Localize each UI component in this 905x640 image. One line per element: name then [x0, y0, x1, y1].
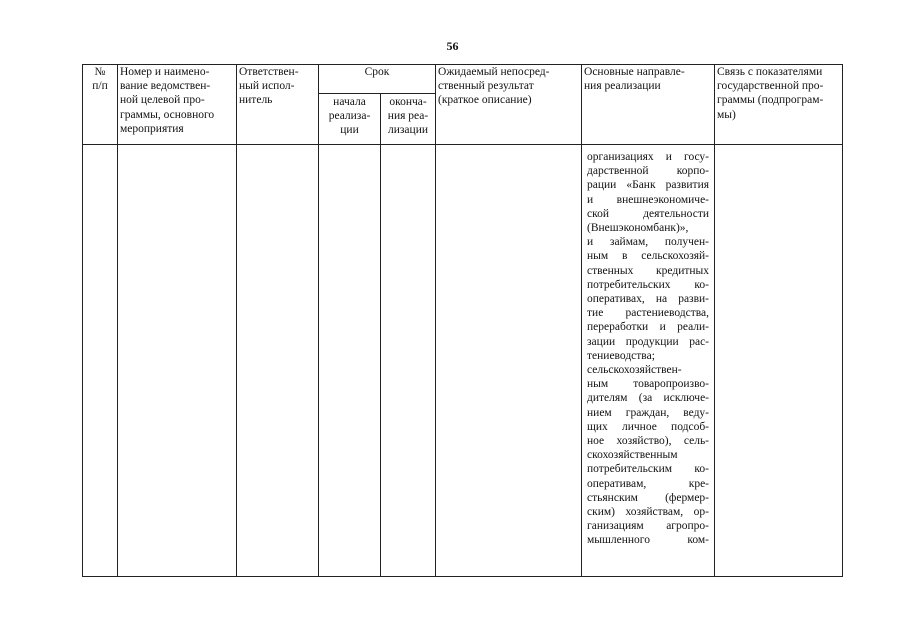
- header-row: [83, 65, 843, 94]
- directions-line: ганизациям агропро-: [587, 520, 710, 533]
- directions-line: стьянским (фермер-: [587, 491, 710, 504]
- directions-line: ным в сельскохозяй-: [587, 250, 710, 263]
- directions-line: сельскохозяйствен-: [587, 364, 682, 377]
- header-num: № п/п: [83, 65, 118, 145]
- directions-line: ное хозяйство), сель-: [587, 435, 710, 448]
- directions-line: мышленного ком-: [587, 534, 710, 547]
- cell-responsible: [237, 145, 319, 577]
- header-srok: Срок: [319, 65, 436, 94]
- directions-line: и внешнеэкономиче-: [587, 193, 710, 206]
- header-directions: Основные направле- ния реализации: [582, 65, 715, 145]
- directions-line: ственных кредитных: [587, 264, 710, 277]
- cell-directions: [582, 145, 715, 577]
- directions-line: организациях и госу-: [587, 151, 710, 163]
- cell-program: [118, 145, 237, 577]
- page-number: 56: [446, 39, 459, 53]
- header-srok-end: оконча- ния реа- лизации: [381, 94, 436, 145]
- table-row: [83, 145, 843, 577]
- directions-line: (Внешэкономбанк)»,: [587, 222, 689, 235]
- directions-line: оперативам, кре-: [587, 477, 710, 490]
- header-program: Номер и наимено- вание ведомствен- ной целевой про- граммы, основного мероприятия: [118, 65, 237, 145]
- directions-line: ской деятельности: [587, 207, 710, 220]
- directions-line: ным товаропроизво-: [587, 378, 710, 391]
- cell-srok-start: [319, 145, 381, 577]
- directions-line: скохозяйственным: [587, 449, 678, 462]
- program-table: [82, 64, 843, 577]
- cell-srok-end: [381, 145, 436, 577]
- directions-line: тениеводства;: [587, 349, 655, 362]
- directions-line: и займам, получен-: [587, 236, 710, 249]
- cell-num: [83, 145, 118, 577]
- cell-link: [715, 145, 843, 577]
- directions-line: оперативах, на разви-: [587, 293, 710, 306]
- directions-line: рации «Банк развития: [587, 179, 710, 192]
- cell-result: [436, 145, 582, 577]
- directions-line: нием граждан, веду-: [587, 406, 710, 419]
- header-srok-start: начала реализа- ции: [319, 94, 381, 145]
- header-responsible: Ответствен- ный испол- нитель: [237, 65, 319, 145]
- header-link: Связь с показателями государственной про- граммы (подпрограм- мы): [715, 65, 843, 145]
- header-result: Ожидаемый непосред- ственный результат (краткое описание): [436, 65, 582, 145]
- directions-line: переработки и реали-: [587, 321, 710, 334]
- directions-line: щих личное подсоб-: [587, 420, 710, 433]
- directions-line: ским) хозяйствам, ор-: [587, 506, 710, 519]
- directions-line: потребительских ко-: [587, 278, 710, 291]
- directions-line: дителям (за исключе-: [587, 392, 710, 405]
- directions-text: [587, 150, 709, 548]
- directions-line: тие растениеводства,: [587, 307, 710, 320]
- directions-line: зации продукции рас-: [587, 335, 710, 348]
- directions-line: дарственной корпо-: [587, 165, 710, 178]
- directions-line: потребительским ко-: [587, 463, 710, 476]
